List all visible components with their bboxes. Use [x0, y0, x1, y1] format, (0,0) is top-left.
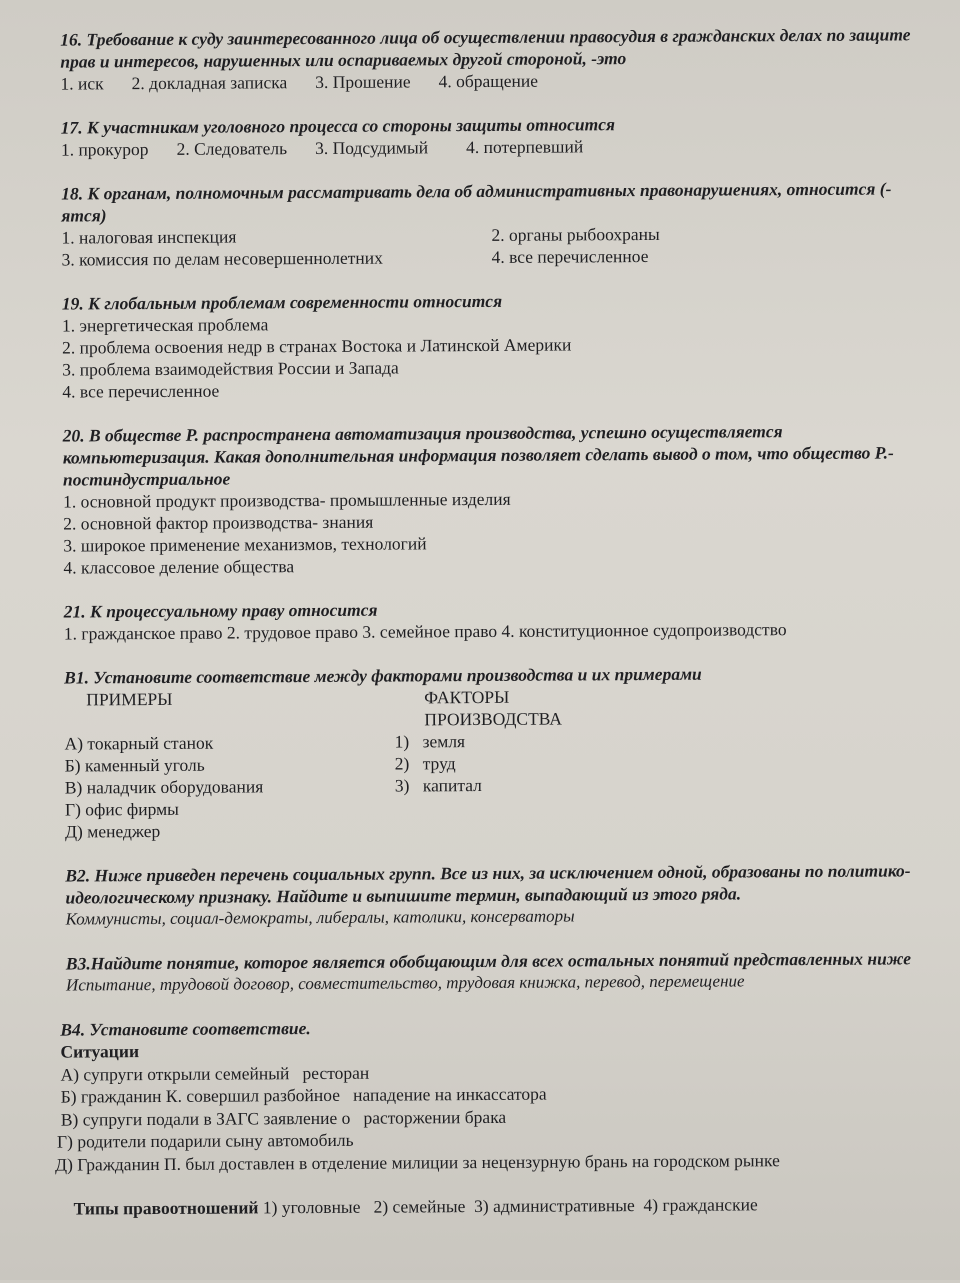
- question-16: [60, 23, 920, 94]
- task-b4: [55, 1013, 927, 1241]
- option: 1. основной продукт производства- промышленные изделия: [62, 488, 511, 512]
- task-b2-title: В2. Ниже приведен перечень социальных групп. Все из них, за исключением одной, образованы по политико-идеологическому признаку. Найдите и выпишите термин, выпадающий из этого ряда.: [65, 860, 911, 908]
- question-17-options: [61, 133, 921, 160]
- option: 4. все перечисленное: [491, 245, 649, 267]
- option: 2. проблема освоения недр в странах Востока и Латинской Америки: [62, 334, 572, 358]
- task-b1: [64, 661, 925, 842]
- types-label: Типы правоотношений: [73, 1197, 259, 1219]
- option: 3. комиссия по делам несовершеннолетних: [61, 247, 383, 270]
- list-item: Д) менеджер: [65, 820, 161, 842]
- option: 4. обращение: [438, 70, 539, 92]
- task-b2: [65, 859, 925, 930]
- option: 2. органы рыбоохраны: [491, 223, 660, 245]
- question-20: [63, 419, 924, 578]
- list-item: Д) Гражданин П. был доставлен в отделение милиции за нецензурную брань на городском рынке: [55, 1149, 780, 1175]
- option: 4. потерпевший: [465, 136, 584, 158]
- task-b4-types: [47, 1170, 927, 1241]
- task-b1-title: В1. Установите соответствие между факторами производства и их примерами: [64, 663, 702, 688]
- option: 2. Следователь: [176, 138, 288, 159]
- question-16-options: [60, 67, 920, 94]
- list-item: 3) капитал: [394, 775, 482, 796]
- types-list: 1) уголовные 2) семейные 3) административные 4) гражданские: [258, 1194, 758, 1218]
- option: 1. прокурор: [60, 139, 149, 160]
- task-b2-list: Коммунисты, социал-демократы, либералы, католики, консерваторы: [65, 906, 575, 929]
- list-item: Б) гражданин К. совершил разбойное нападение на инкассатора: [60, 1083, 547, 1107]
- task-b4-title: В4. Установите соответствие.: [60, 1018, 311, 1040]
- list-item: Г) родители подарили сыну автомобиль: [56, 1129, 354, 1152]
- option: 3. Прошение: [315, 71, 411, 93]
- task-b3-list: Испытание, трудовой договор, совместительство, трудовая книжка, перевод, перемещение: [65, 971, 745, 995]
- task-b4-subtitle: Ситуации: [60, 1041, 140, 1062]
- task-b1-table: [64, 683, 925, 842]
- question-17: [61, 111, 921, 160]
- list-item: А) супруги открыли семейный ресторан: [60, 1062, 370, 1085]
- option: 3. проблема взаимодействия России и Запада: [62, 357, 399, 380]
- question-19-title: 19. К глобальным проблемам современности относится: [61, 290, 503, 314]
- b1-left-header: ПРИМЕРЫ: [86, 688, 173, 710]
- option: 1. налоговая инспекция: [61, 226, 237, 248]
- option: 1. иск: [60, 73, 104, 94]
- question-16-title: 16. Требование к суду заинтересованного лица об осуществлении правосудия в гражданских делах по защите прав и интересов, нарушенных или оспариваемых другой стороной, -это: [60, 24, 911, 72]
- b1-right-header-line1: ФАКТОРЫ: [424, 686, 510, 708]
- question-21: [64, 595, 924, 644]
- b1-left-column: [64, 687, 395, 843]
- option: 4. все перечисленное: [62, 380, 220, 402]
- question-18-title: 18. К органам, полномочным рассматривать дела об административных правонарушениях, относится (-ятся): [61, 178, 892, 226]
- option: 1. энергетическая проблема: [61, 314, 269, 336]
- list-item: В) супруги подали в ЗАГС заявление о расторжении брака: [60, 1106, 507, 1130]
- list-item: А) токарный станок: [64, 732, 214, 754]
- list-item: Б) каменный уголь: [64, 754, 205, 776]
- task-b3-title: В3.Найдите понятие, которое является обобщающим для всех остальных понятий представленных ниже: [65, 948, 912, 974]
- list-item: 2) труд: [394, 753, 456, 774]
- option: 3. широкое применение механизмов, технологий: [63, 533, 427, 556]
- option: 2. докладная записка: [131, 72, 288, 94]
- option: 4. классовое деление общества: [63, 556, 295, 578]
- question-21-title: 21. К процессуальному праву относится: [63, 599, 378, 622]
- question-18-options: [61, 221, 921, 270]
- list-item: Г) офис фирмы: [64, 798, 179, 820]
- question-17-title: 17. К участникам уголовного процесса со стороны защиты относится: [60, 114, 616, 138]
- question-19: [62, 287, 923, 402]
- b1-right-header-line2: ПРОИЗВОДСТВА: [424, 708, 563, 730]
- option: 3. Подсудимый: [315, 137, 429, 159]
- option: 2. основной фактор производства- знания: [63, 511, 374, 534]
- list-item: 1) земля: [394, 731, 466, 752]
- question-21-options: 1. гражданское право 2. трудовое право 3. семейное право 4. конституционное судопроизводство: [63, 619, 787, 644]
- list-item: В) наладчик оборудования: [64, 776, 264, 798]
- b1-right-column: [394, 683, 925, 840]
- task-b3: [66, 947, 926, 996]
- question-18: [61, 177, 922, 270]
- question-20-title: 20. В обществе Р. распространена автоматизация производства, успешно осуществляется компьютеризация. Какая дополнительная информация позволяет сделать вывод о том, что общество Р.-постиндустриальное: [62, 421, 894, 490]
